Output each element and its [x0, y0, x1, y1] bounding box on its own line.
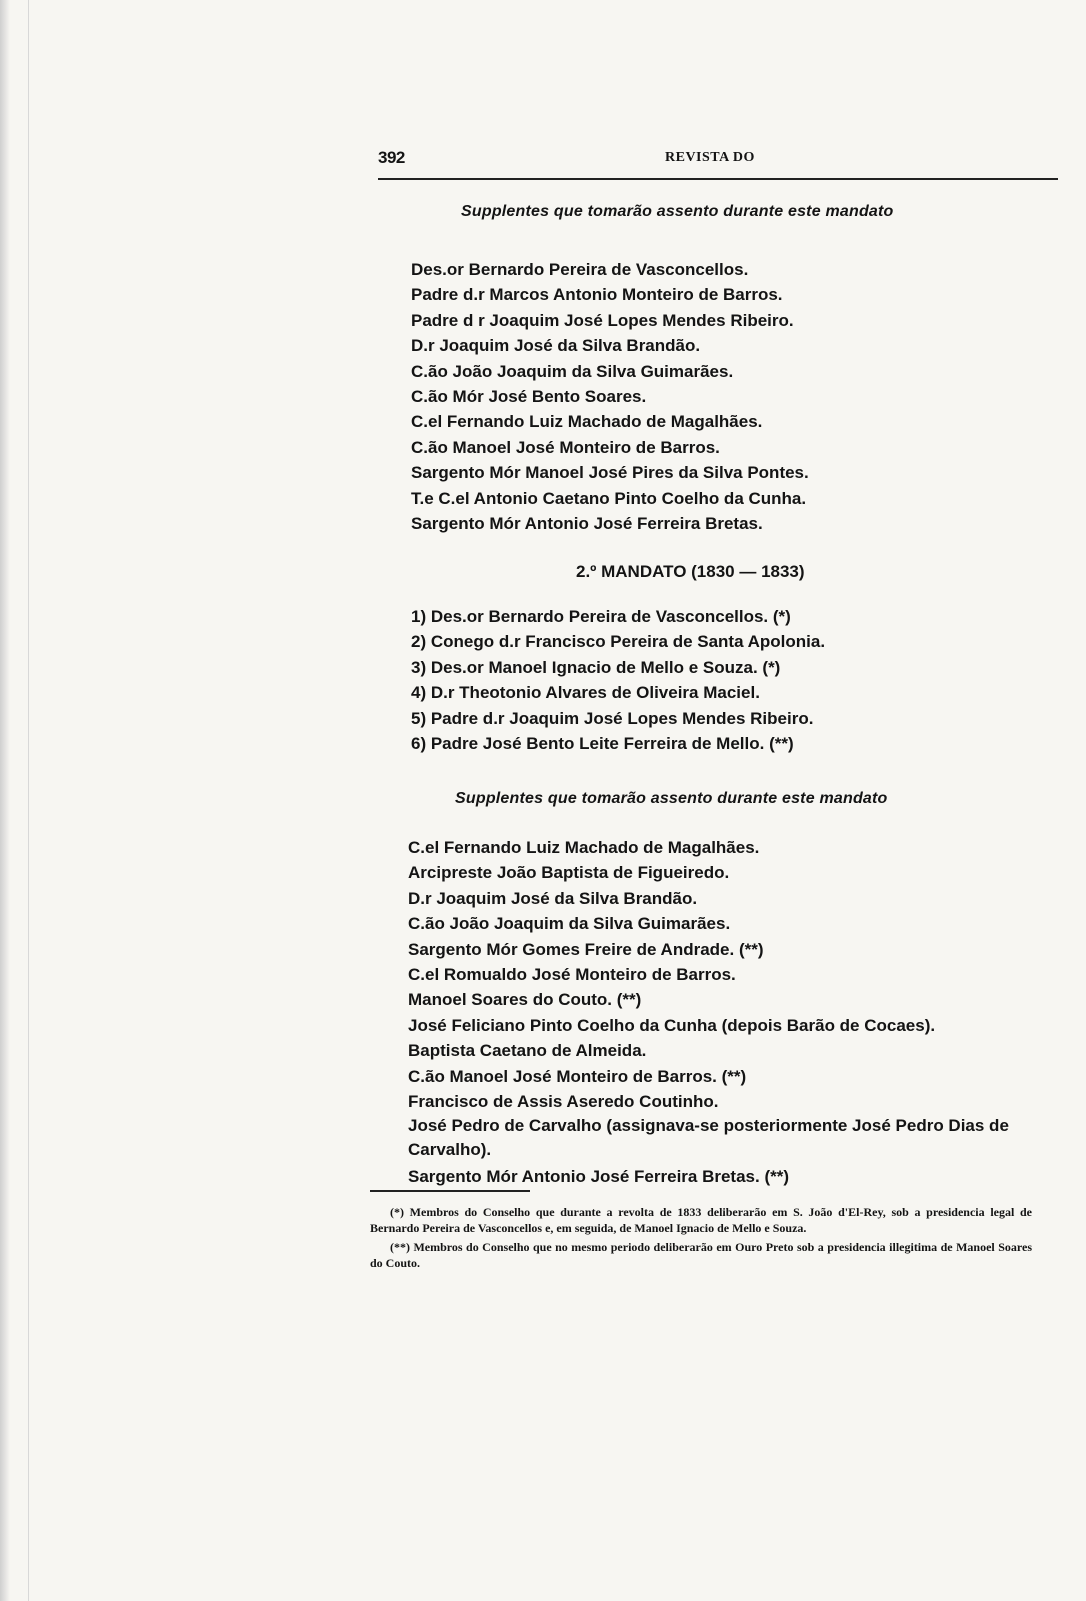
list-item: José Pedro de Carvalho (assignava-se posteriormente José Pedro Dias de Carvalho). — [408, 1116, 1009, 1160]
list-item: D.r Joaquim José da Silva Brandão. — [411, 336, 701, 356]
list-item: Arcipreste João Baptista de Figueiredo. — [408, 863, 730, 883]
list-item: 4) D.r Theotonio Alvares de Oliveira Maciel. — [411, 683, 760, 703]
list-item: C.ão João Joaquim da Silva Guimarães. — [411, 361, 734, 381]
page-number: 392 — [378, 148, 405, 167]
running-head: REVISTA DO — [665, 150, 755, 165]
list-item: C.el Fernando Luiz Machado de Magalhães. — [411, 412, 763, 432]
list-item: 6) Padre José Bento Leite Ferreira de Mello. (**) — [411, 733, 794, 753]
book-page — [370, 140, 1058, 1270]
substitutes-list-second — [408, 835, 1028, 1190]
list-item: Des.or Bernardo Pereira de Vasconcellos. — [411, 260, 749, 279]
list-item: Sargento Mór Gomes Freire de Andrade. (**) — [408, 939, 764, 959]
footnote: (*) Membros do Conselho que durante a revolta de 1833 deliberarão em S. João d'El-Rey, sob a presidencia legal de Bernardo Pereira de Vasconcellos e, em seguida, de Manoel Ignacio de Mello e Souza. — [370, 1205, 1032, 1235]
list-item: T.e C.el Antonio Caetano Pinto Coelho da Cunha. — [411, 488, 807, 508]
list-item: Francisco de Assis Aseredo Coutinho. — [408, 1091, 719, 1111]
substitutes-heading-second: Supplentes que tomarão assento durante este mandato — [455, 790, 888, 807]
list-item: Padre d.r Marcos Antonio Monteiro de Barros. — [411, 285, 783, 305]
substitutes-heading-first: Supplentes que tomarão assento durante este mandato — [461, 203, 894, 220]
list-item: C.ão Manoel José Monteiro de Barros. — [411, 437, 720, 457]
header-rule — [378, 178, 1058, 180]
list-item: D.r Joaquim José da Silva Brandão. — [408, 888, 698, 908]
list-item: Padre d r Joaquim José Lopes Mendes Ribeiro. — [411, 310, 794, 330]
page-header — [378, 140, 1058, 170]
list-item: Sargento Mór Manoel José Pires da Silva Pontes. — [411, 463, 809, 483]
list-item: C.el Romualdo José Monteiro de Barros. — [408, 964, 736, 984]
mandate-title: 2.º MANDATO (1830 — 1833) — [576, 562, 805, 581]
list-item: C.ão João Joaquim da Silva Guimarães. — [408, 914, 731, 934]
list-item: Manoel Soares do Couto. (**) — [408, 990, 642, 1010]
footnote: (**) Membros do Conselho que no mesmo periodo deliberarão em Ouro Preto sob a presidencia illegitima de Manoel Soares do Couto. — [370, 1240, 1032, 1270]
list-item: Baptista Caetano de Almeida. — [408, 1041, 647, 1061]
list-item: C.ão Mór José Bento Soares. — [411, 386, 647, 406]
list-item: 3) Des.or Manoel Ignacio de Mello e Souza. (*) — [411, 657, 781, 677]
list-item: José Feliciano Pinto Coelho da Cunha (depois Barão de Cocaes). — [408, 1015, 936, 1035]
footnote-rule — [370, 1190, 530, 1192]
list-item: C.ão Manoel José Monteiro de Barros. (**) — [408, 1066, 747, 1086]
substitutes-list-first — [411, 257, 809, 536]
scan-fold-line — [28, 0, 29, 1601]
list-item: 2) Conego d.r Francisco Pereira de Santa Apolonia. — [411, 632, 826, 652]
list-item: 1) Des.or Bernardo Pereira de Vasconcellos. (*) — [411, 607, 791, 626]
list-item: Sargento Mór Antonio José Ferreira Bretas. — [411, 513, 763, 533]
scan-margin-shadow — [0, 0, 10, 1601]
footnotes — [370, 1204, 1032, 1274]
mandate-members-list — [411, 604, 825, 756]
list-item: 5) Padre d.r Joaquim José Lopes Mendes Ribeiro. — [411, 708, 814, 728]
list-item: Sargento Mór Antonio José Ferreira Bretas. (**) — [408, 1167, 790, 1187]
list-item: C.el Fernando Luiz Machado de Magalhães. — [408, 838, 760, 857]
